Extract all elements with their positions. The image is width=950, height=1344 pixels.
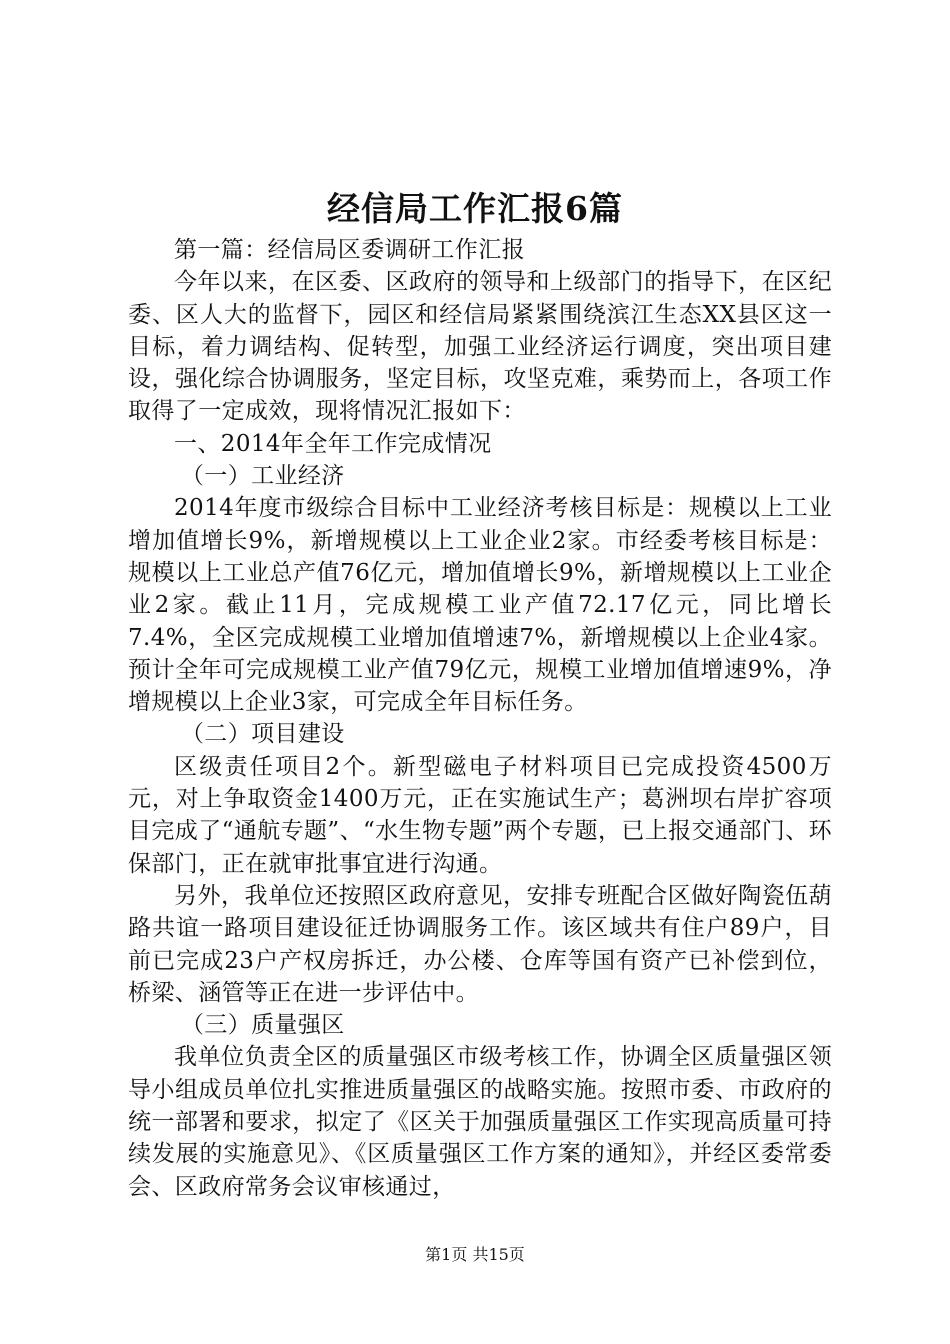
page-footer: 第1页 共15页: [425, 1245, 525, 1264]
paragraph-subheading: （三）质量强区: [180, 1012, 345, 1039]
paragraph: 区级责任项目2个。新型磁电子材料项目已完成投资4500万元，对上争取资金1400万元，正在实施试生产；葛洲坝右岸扩容项目完成了“通航专题”、“水生物专题”两个专题，已上报交通部门、环保部门，正在就审批事宜进行沟通。: [128, 753, 832, 877]
document-body: [128, 234, 832, 1203]
paragraph-section-heading: 第一篇：经信局区委调研工作汇报: [174, 237, 525, 263]
paragraph-subheading: （一）工业经济: [180, 463, 345, 490]
paragraph-section-heading: 一、2014年全年工作完成情况: [174, 430, 492, 457]
paragraph-subheading: （二）项目建设: [180, 721, 345, 748]
document-title: 经信局工作汇报6篇: [327, 189, 623, 228]
paragraph: 我单位负责全区的质量强区市级考核工作，协调全区质量强区领导小组成员单位扎实推进质量强区的战略实施。按照市委、市政府的统一部署和要求，拟定了《区关于加强质量强区工作实现高质量可持续发展的实施意见》、《区质量强区工作方案的通知》，并经区委常委会、区政府常务会议审核通过，: [128, 1044, 832, 1200]
paragraph: 另外，我单位还按照区政府意见，安排专班配合区做好陶瓷伍葫路共谊一路项目建设征迁协调服务工作。该区域共有住户89户，目前已完成23户产权房拆迁，办公楼、仓库等国有资产已补偿到位，桥梁、涵管等正在进一步评估中。: [128, 882, 832, 1006]
paragraph: 今年以来，在区委、区政府的领导和上级部门的指导下，在区纪委、区人大的监督下，园区和经信局紧紧围绕滨江生态XX县区这一目标，着力调结构、促转型，加强工业经济运行调度，突出项目建设，强化综合协调服务，坚定目标，攻坚克难，乘势而上，各项工作取得了一定成效，现将情况汇报如下：: [128, 269, 832, 425]
paragraph: 2014年度市级综合目标中工业经济考核目标是：规模以上工业增加值增长9%，新增规模以上工业企业2家。市经委考核目标是：规模以上工业总产值76亿元，增加值增长9%，新增规模以上工业企业2家。截止11月，完成规模工业产值72.17亿元，同比增长7.4%，全区完成规模工业增加值增速7%，新增规模以上企业4家。预计全年可完成规模工业产值79亿元，规模工业增加值增速9%，净增规模以上企业3家，可完成全年目标任务。: [128, 495, 832, 716]
